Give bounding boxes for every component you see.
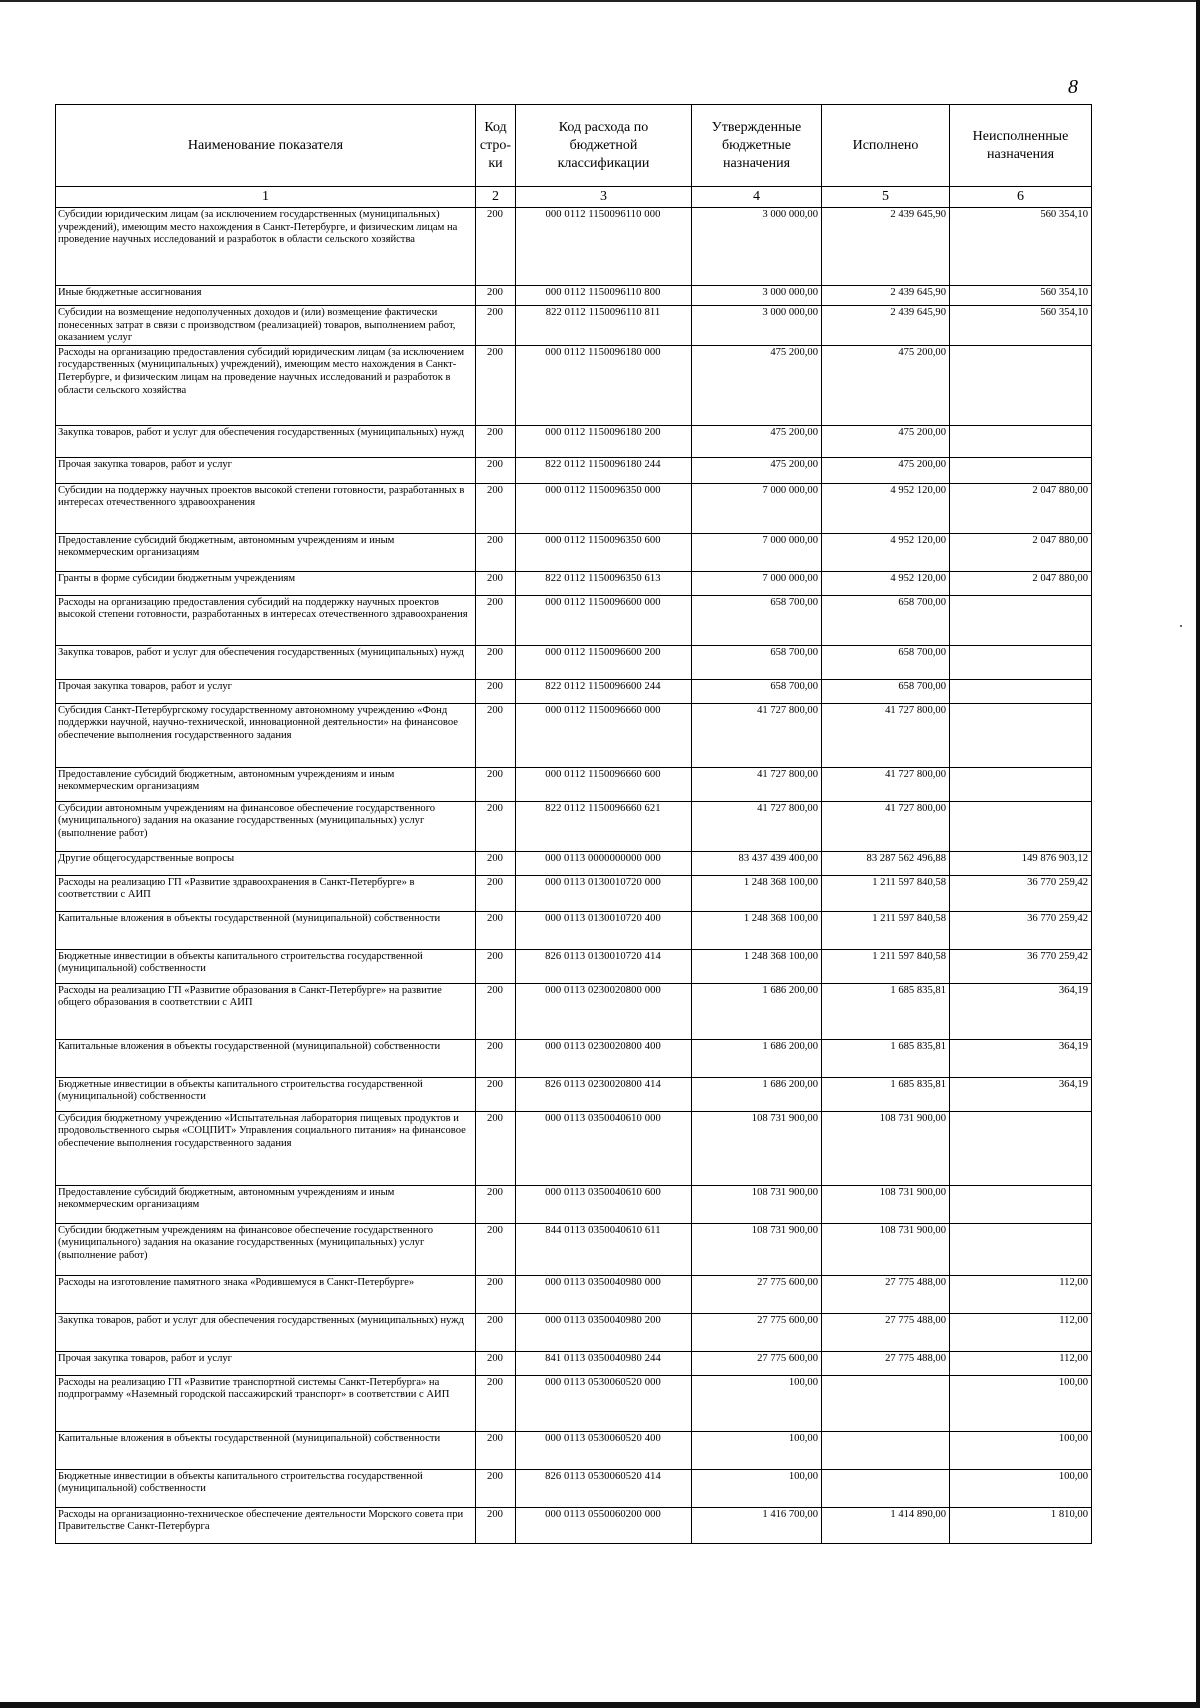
approved-amount: 100,00 [692, 1375, 822, 1431]
executed-amount: 658 700,00 [822, 595, 950, 645]
column-numbers [56, 187, 1092, 208]
approved-amount: 27 775 600,00 [692, 1313, 822, 1351]
expense-code: 000 0113 0530060520 000 [516, 1375, 692, 1431]
row-name: Прочая закупка товаров, работ и услуг [56, 457, 476, 483]
executed-amount [822, 1469, 950, 1507]
approved-amount: 475 200,00 [692, 457, 822, 483]
table-row [56, 1313, 1092, 1351]
executed-amount: 4 952 120,00 [822, 533, 950, 571]
expense-code: 822 0112 1150096600 244 [516, 679, 692, 703]
approved-amount: 658 700,00 [692, 645, 822, 679]
unexecuted-amount: 149 876 903,12 [950, 851, 1092, 875]
expense-code: 000 0112 1150096110 000 [516, 208, 692, 286]
row-name: Предоставление субсидий бюджетным, автономным учреждениям и иным некоммерческим организациям [56, 1185, 476, 1223]
unexecuted-amount: 364,19 [950, 983, 1092, 1039]
scan-speck [1180, 625, 1182, 627]
row-name: Расходы на организацию предоставления субсидий на поддержку научных проектов высокой степени готовности, разработанных в интересах отечественного здравоохранения [56, 595, 476, 645]
executed-amount: 83 287 562 496,88 [822, 851, 950, 875]
table-row [56, 425, 1092, 457]
row-code: 200 [476, 1313, 516, 1351]
header-name: Наименование показателя [56, 105, 476, 187]
unexecuted-amount [950, 801, 1092, 851]
unexecuted-amount [950, 595, 1092, 645]
approved-amount: 83 437 439 400,00 [692, 851, 822, 875]
row-code: 200 [476, 483, 516, 533]
approved-amount: 108 731 900,00 [692, 1223, 822, 1275]
approved-amount: 41 727 800,00 [692, 703, 822, 767]
unexecuted-amount [950, 345, 1092, 425]
row-code: 200 [476, 1351, 516, 1375]
approved-amount: 1 686 200,00 [692, 1077, 822, 1111]
approved-amount: 658 700,00 [692, 595, 822, 645]
row-code: 200 [476, 851, 516, 875]
unexecuted-amount [950, 703, 1092, 767]
expense-code: 822 0112 1150096180 244 [516, 457, 692, 483]
row-code: 200 [476, 1185, 516, 1223]
expense-code: 000 0112 1150096180 200 [516, 425, 692, 457]
unexecuted-amount: 36 770 259,42 [950, 911, 1092, 949]
unexecuted-amount: 112,00 [950, 1351, 1092, 1375]
expense-code: 822 0112 1150096110 811 [516, 306, 692, 346]
executed-amount: 658 700,00 [822, 645, 950, 679]
table-row [56, 851, 1092, 875]
row-code: 200 [476, 306, 516, 346]
table-row [56, 1275, 1092, 1313]
unexecuted-amount: 100,00 [950, 1469, 1092, 1507]
executed-amount: 1 414 890,00 [822, 1507, 950, 1543]
row-code: 200 [476, 1507, 516, 1543]
row-name: Расходы на организационно-техническое обеспечение деятельности Морского совета при Правительстве Санкт-Петербурга [56, 1507, 476, 1543]
expense-code: 000 0112 1150096350 000 [516, 483, 692, 533]
row-name: Субсидии на возмещение недополученных доходов и (или) возмещение фактически понесенных затрат в связи с производством (реализацией) товаров, выполнением работ, оказанием услуг [56, 306, 476, 346]
unexecuted-amount: 560 354,10 [950, 286, 1092, 306]
row-name: Расходы на реализацию ГП «Развитие транспортной системы Санкт-Петербурга» на подпрограмму «Наземный городской пассажирский транспорт» в соответствии с АИП [56, 1375, 476, 1431]
expense-code: 844 0113 0350040610 611 [516, 1223, 692, 1275]
unexecuted-amount: 2 047 880,00 [950, 571, 1092, 595]
row-code: 200 [476, 703, 516, 767]
header-executed: Исполнено [822, 105, 950, 187]
table-row [56, 767, 1092, 801]
executed-amount: 108 731 900,00 [822, 1185, 950, 1223]
row-code: 200 [476, 983, 516, 1039]
column-number: 3 [516, 187, 692, 208]
expense-code: 000 0113 0350040610 600 [516, 1185, 692, 1223]
approved-amount: 27 775 600,00 [692, 1275, 822, 1313]
executed-amount: 1 211 597 840,58 [822, 949, 950, 983]
unexecuted-amount [950, 767, 1092, 801]
approved-amount: 100,00 [692, 1469, 822, 1507]
executed-amount: 658 700,00 [822, 679, 950, 703]
row-code: 200 [476, 949, 516, 983]
executed-amount: 41 727 800,00 [822, 703, 950, 767]
expense-code: 000 0112 1150096600 200 [516, 645, 692, 679]
row-name: Расходы на реализацию ГП «Развитие здравоохранения в Санкт-Петербурге» в соответствии с АИП [56, 875, 476, 911]
executed-amount [822, 1375, 950, 1431]
expense-code: 000 0112 1150096600 000 [516, 595, 692, 645]
table-row [56, 875, 1092, 911]
executed-amount: 1 211 597 840,58 [822, 911, 950, 949]
row-name: Закупка товаров, работ и услуг для обеспечения государственных (муниципальных) нужд [56, 645, 476, 679]
table-row [56, 1375, 1092, 1431]
unexecuted-amount: 100,00 [950, 1431, 1092, 1469]
unexecuted-amount [950, 425, 1092, 457]
unexecuted-amount: 1 810,00 [950, 1507, 1092, 1543]
table-row [56, 1223, 1092, 1275]
approved-amount: 100,00 [692, 1431, 822, 1469]
row-code: 200 [476, 1223, 516, 1275]
unexecuted-amount: 36 770 259,42 [950, 875, 1092, 911]
row-name: Предоставление субсидий бюджетным, автономным учреждениям и иным некоммерческим организациям [56, 533, 476, 571]
approved-amount: 3 000 000,00 [692, 286, 822, 306]
approved-amount: 108 731 900,00 [692, 1185, 822, 1223]
table-row [56, 1431, 1092, 1469]
row-code: 200 [476, 679, 516, 703]
approved-amount: 27 775 600,00 [692, 1351, 822, 1375]
executed-amount: 27 775 488,00 [822, 1313, 950, 1351]
row-code: 200 [476, 1077, 516, 1111]
executed-amount: 475 200,00 [822, 345, 950, 425]
approved-amount: 41 727 800,00 [692, 767, 822, 801]
unexecuted-amount [950, 457, 1092, 483]
executed-amount: 1 685 835,81 [822, 1077, 950, 1111]
table-row [56, 208, 1092, 286]
approved-amount: 7 000 000,00 [692, 571, 822, 595]
header-approved: Утвержденные бюджетные назначения [692, 105, 822, 187]
executed-amount: 475 200,00 [822, 425, 950, 457]
row-code: 200 [476, 875, 516, 911]
unexecuted-amount [950, 1185, 1092, 1223]
row-name: Субсидии на поддержку научных проектов высокой степени готовности, разработанных в интересах отечественного здравоохранения [56, 483, 476, 533]
table-row [56, 1111, 1092, 1185]
expense-code: 826 0113 0130010720 414 [516, 949, 692, 983]
unexecuted-amount [950, 1223, 1092, 1275]
row-name: Расходы на реализацию ГП «Развитие образования в Санкт-Петербурге» на развитие общего образования в соответствии с АИП [56, 983, 476, 1039]
page-frame-right [1196, 0, 1200, 1708]
executed-amount: 27 775 488,00 [822, 1351, 950, 1375]
column-number: 6 [950, 187, 1092, 208]
table-row [56, 983, 1092, 1039]
approved-amount: 3 000 000,00 [692, 306, 822, 346]
executed-amount: 2 439 645,90 [822, 286, 950, 306]
header-unexecuted: Неисполненные назначения [950, 105, 1092, 187]
executed-amount: 4 952 120,00 [822, 483, 950, 533]
executed-amount: 1 685 835,81 [822, 1039, 950, 1077]
executed-amount: 1 685 835,81 [822, 983, 950, 1039]
executed-amount: 4 952 120,00 [822, 571, 950, 595]
executed-amount: 108 731 900,00 [822, 1111, 950, 1185]
table-row [56, 949, 1092, 983]
table-row [56, 645, 1092, 679]
table-row [56, 801, 1092, 851]
row-name: Расходы на изготовление памятного знака «Родившемуся в Санкт-Петербурге» [56, 1275, 476, 1313]
row-name: Закупка товаров, работ и услуг для обеспечения государственных (муниципальных) нужд [56, 425, 476, 457]
expense-code: 000 0113 0000000000 000 [516, 851, 692, 875]
table-row [56, 679, 1092, 703]
row-name: Гранты в форме субсидии бюджетным учреждениям [56, 571, 476, 595]
budget-execution-table [55, 104, 1092, 1544]
row-name: Прочая закупка товаров, работ и услуг [56, 1351, 476, 1375]
approved-amount: 7 000 000,00 [692, 533, 822, 571]
table-row [56, 483, 1092, 533]
table-row [56, 703, 1092, 767]
executed-amount: 41 727 800,00 [822, 767, 950, 801]
expense-code: 822 0112 1150096660 621 [516, 801, 692, 851]
row-name: Субсидия бюджетному учреждению «Испытательная лаборатория пищевых продуктов и продовольственного сырья «СОЦПИТ» Управления социального питания» на финансовое обеспечение выполнения государственного задания [56, 1111, 476, 1185]
expense-code: 000 0113 0130010720 400 [516, 911, 692, 949]
expense-code: 000 0112 1150096350 600 [516, 533, 692, 571]
executed-amount [822, 1431, 950, 1469]
row-code: 200 [476, 286, 516, 306]
approved-amount: 1 248 368 100,00 [692, 911, 822, 949]
table-row [56, 345, 1092, 425]
page-number: 8 [1068, 76, 1078, 98]
unexecuted-amount: 364,19 [950, 1039, 1092, 1077]
row-code: 200 [476, 1431, 516, 1469]
row-code: 200 [476, 425, 516, 457]
executed-amount: 108 731 900,00 [822, 1223, 950, 1275]
expense-code: 000 0113 0350040610 000 [516, 1111, 692, 1185]
unexecuted-amount [950, 1111, 1092, 1185]
executed-amount: 2 439 645,90 [822, 306, 950, 346]
executed-amount: 1 211 597 840,58 [822, 875, 950, 911]
row-code: 200 [476, 208, 516, 286]
expense-code: 000 0112 1150096660 600 [516, 767, 692, 801]
row-code: 200 [476, 1469, 516, 1507]
row-name: Прочая закупка товаров, работ и услуг [56, 679, 476, 703]
approved-amount: 1 686 200,00 [692, 1039, 822, 1077]
row-code: 200 [476, 911, 516, 949]
table-body [56, 208, 1092, 1544]
unexecuted-amount: 560 354,10 [950, 306, 1092, 346]
expense-code: 000 0112 1150096660 000 [516, 703, 692, 767]
table-row [56, 1351, 1092, 1375]
expense-code: 000 0113 0350040980 000 [516, 1275, 692, 1313]
executed-amount: 2 439 645,90 [822, 208, 950, 286]
approved-amount: 1 686 200,00 [692, 983, 822, 1039]
expense-code: 822 0112 1150096350 613 [516, 571, 692, 595]
approved-amount: 1 248 368 100,00 [692, 875, 822, 911]
row-code: 200 [476, 1375, 516, 1431]
column-number: 2 [476, 187, 516, 208]
approved-amount: 475 200,00 [692, 425, 822, 457]
approved-amount: 7 000 000,00 [692, 483, 822, 533]
approved-amount: 1 416 700,00 [692, 1507, 822, 1543]
expense-code: 826 0113 0530060520 414 [516, 1469, 692, 1507]
row-code: 200 [476, 767, 516, 801]
table-row [56, 306, 1092, 346]
row-name: Капитальные вложения в объекты государственной (муниципальной) собственности [56, 1039, 476, 1077]
executed-amount: 41 727 800,00 [822, 801, 950, 851]
row-code: 200 [476, 571, 516, 595]
row-code: 200 [476, 645, 516, 679]
row-name: Бюджетные инвестиции в объекты капитального строительства государственной (муниципальной) собственности [56, 1469, 476, 1507]
expense-code: 000 0113 0350040980 200 [516, 1313, 692, 1351]
expense-code: 000 0113 0530060520 400 [516, 1431, 692, 1469]
row-code: 200 [476, 801, 516, 851]
column-number: 5 [822, 187, 950, 208]
approved-amount: 658 700,00 [692, 679, 822, 703]
approved-amount: 1 248 368 100,00 [692, 949, 822, 983]
row-code: 200 [476, 533, 516, 571]
table-row [56, 1185, 1092, 1223]
row-name: Бюджетные инвестиции в объекты капитального строительства государственной (муниципальной) собственности [56, 1077, 476, 1111]
header-row [56, 105, 1092, 187]
expense-code: 000 0112 1150096180 000 [516, 345, 692, 425]
header-expense-code: Код расхода по бюджетной классификации [516, 105, 692, 187]
table-row [56, 286, 1092, 306]
row-name: Закупка товаров, работ и услуг для обеспечения государственных (муниципальных) нужд [56, 1313, 476, 1351]
expense-code: 000 0113 0230020800 000 [516, 983, 692, 1039]
expense-code: 000 0113 0550060200 000 [516, 1507, 692, 1543]
approved-amount: 3 000 000,00 [692, 208, 822, 286]
table-row [56, 1077, 1092, 1111]
row-name: Субсидии автономным учреждениям на финансовое обеспечение государственного (муниципального) задания на оказание государственных (муниципальных) услуг (выполнение работ) [56, 801, 476, 851]
row-name: Иные бюджетные ассигнования [56, 286, 476, 306]
expense-code: 000 0113 0130010720 000 [516, 875, 692, 911]
approved-amount: 475 200,00 [692, 345, 822, 425]
row-code: 200 [476, 595, 516, 645]
row-name: Предоставление субсидий бюджетным, автономным учреждениям и иным некоммерческим организациям [56, 767, 476, 801]
expense-code: 000 0112 1150096110 800 [516, 286, 692, 306]
table-row [56, 571, 1092, 595]
row-code: 200 [476, 1111, 516, 1185]
column-number: 1 [56, 187, 476, 208]
table-row [56, 911, 1092, 949]
row-name: Субсидии юридическим лицам (за исключением государственных (муниципальных) учреждений), имеющим место нахождения в Санкт-Петербурге, и физическим лицам на проведение научных исследований и разработок в области сельского хозяйства [56, 208, 476, 286]
approved-amount: 41 727 800,00 [692, 801, 822, 851]
unexecuted-amount [950, 645, 1092, 679]
unexecuted-amount: 100,00 [950, 1375, 1092, 1431]
executed-amount: 27 775 488,00 [822, 1275, 950, 1313]
row-code: 200 [476, 457, 516, 483]
row-name: Капитальные вложения в объекты государственной (муниципальной) собственности [56, 911, 476, 949]
row-name: Расходы на организацию предоставления субсидий юридическим лицам (за исключением государственных (муниципальных) учреждений), имеющим место нахождения в Санкт-Петербурге, и физическим лицам на проведение научных исследований и разработок в области сельского хозяйства [56, 345, 476, 425]
row-code: 200 [476, 1275, 516, 1313]
table-row [56, 1507, 1092, 1543]
row-name: Капитальные вложения в объекты государственной (муниципальной) собственности [56, 1431, 476, 1469]
approved-amount: 108 731 900,00 [692, 1111, 822, 1185]
unexecuted-amount: 2 047 880,00 [950, 483, 1092, 533]
table-row [56, 533, 1092, 571]
table-row [56, 1469, 1092, 1507]
expense-code: 826 0113 0230020800 414 [516, 1077, 692, 1111]
header-row-code: Код стро- ки [476, 105, 516, 187]
column-numbers-row [56, 187, 1092, 208]
table-row [56, 457, 1092, 483]
row-code: 200 [476, 345, 516, 425]
unexecuted-amount: 560 354,10 [950, 208, 1092, 286]
expense-code: 841 0113 0350040980 244 [516, 1351, 692, 1375]
executed-amount: 475 200,00 [822, 457, 950, 483]
column-number: 4 [692, 187, 822, 208]
unexecuted-amount: 36 770 259,42 [950, 949, 1092, 983]
row-name: Бюджетные инвестиции в объекты капитального строительства государственной (муниципальной) собственности [56, 949, 476, 983]
unexecuted-amount [950, 679, 1092, 703]
unexecuted-amount: 2 047 880,00 [950, 533, 1092, 571]
unexecuted-amount: 112,00 [950, 1275, 1092, 1313]
row-name: Другие общегосударственные вопросы [56, 851, 476, 875]
row-name: Субсидии бюджетным учреждениям на финансовое обеспечение государственного (муниципального) задания на оказание государственных (муниципальных) услуг (выполнение работ) [56, 1223, 476, 1275]
unexecuted-amount: 364,19 [950, 1077, 1092, 1111]
unexecuted-amount: 112,00 [950, 1313, 1092, 1351]
expense-code: 000 0113 0230020800 400 [516, 1039, 692, 1077]
table-header [56, 105, 1092, 187]
table-row [56, 1039, 1092, 1077]
row-code: 200 [476, 1039, 516, 1077]
row-name: Субсидия Санкт-Петербургскому государственному автономному учреждению «Фонд поддержки научной, научно-технической, инновационной деятельности» на финансовое обеспечение выполнения государственного задания [56, 703, 476, 767]
page-frame-top [0, 0, 1200, 2]
table-row [56, 595, 1092, 645]
page-frame-bottom [0, 1702, 1200, 1708]
